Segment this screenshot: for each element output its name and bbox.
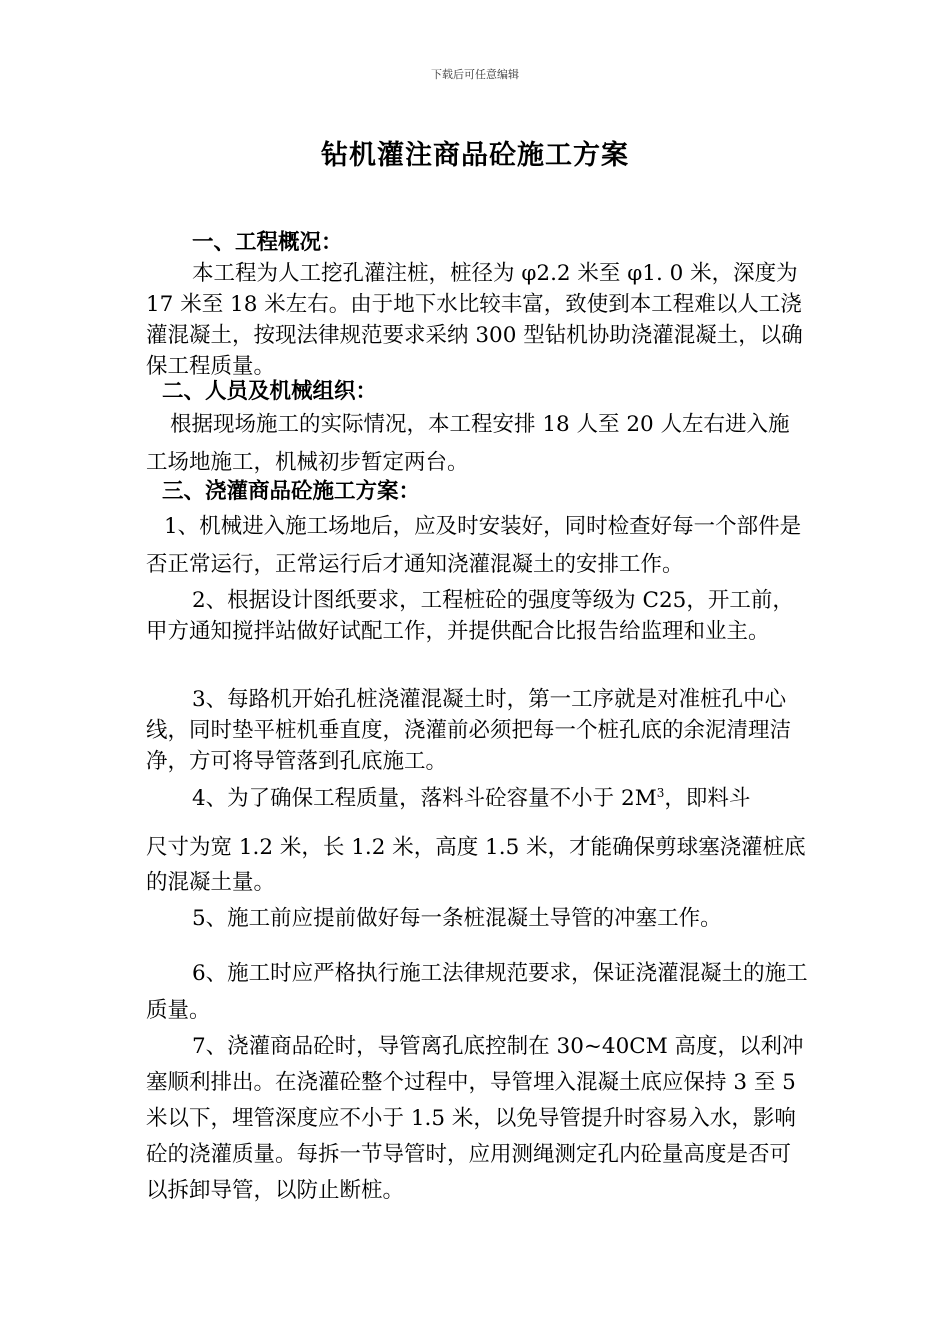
section-2-heading: 二、人员及机械组织： bbox=[162, 379, 378, 404]
section-3-item-1 bbox=[146, 508, 810, 584]
paragraph-text: 2、根据设计图纸要求，工程桩砼的强度等级为 C25，开工前，甲方通知搅拌站做好试配工作，并提供配合比报告给监理和业主。 bbox=[146, 588, 794, 644]
section-3-item-5 bbox=[146, 903, 810, 934]
section-3-item-2 bbox=[146, 585, 810, 647]
section-3-item-6 bbox=[146, 955, 810, 1029]
document-title: 钻机灌注商品砼施工方案 bbox=[321, 140, 629, 171]
paragraph-line bbox=[146, 783, 810, 814]
section-3-heading: 三、浇灌商品砼施工方案： bbox=[162, 479, 421, 504]
section-3-item-4-line-1 bbox=[146, 783, 810, 814]
section-3-item-7 bbox=[146, 1029, 810, 1209]
paragraph-text: 7、浇灌商品砼时，导管离孔底控制在 30~40CM 高度，以利冲塞顺利排出。在浇灌砼整个过程中，导管埋入混凝土底应保持 3 至 5 米以下，埋管深度应不小于 1.5 米，以免导管提升时容易入水，影响砼的浇灌质量。每拆一节导管时，应用测绳测定孔内砼量高度是否可以拆卸导管，以防止断桩。 bbox=[146, 1034, 804, 1203]
superscript: 3 bbox=[656, 785, 665, 800]
paragraph-text: 6、施工时应严格执行施工法律规范要求，保证浇灌混凝土的施工质量。 bbox=[146, 961, 808, 1023]
paragraph-text: 1、机械进入施工场地后，应及时安装好，同时检查好每一个部件是否正常运行，正常运行后才通知浇灌混凝土的安排工作。 bbox=[146, 514, 802, 577]
header-note: 下载后可任意编辑 bbox=[431, 68, 519, 81]
paragraph-text: 本工程为人工挖孔灌注桩，桩径为 φ2.2 米至 φ1. 0 米，深度为 17 米至 18 米左右。由于地下水比较丰富，致使到本工程难以人工浇灌混凝土，按现法律规范要求采纳 300 型钻机协助浇灌混凝土，以确保工程质量。 bbox=[146, 261, 803, 379]
paragraph-text: 尺寸为宽 1.2 米，长 1.2 米，高度 1.5 米，才能确保剪球塞浇灌桩底的混凝土量。 bbox=[146, 835, 806, 895]
paragraph-text-tail: ，即料斗 bbox=[664, 786, 751, 811]
section-3-item-4-line-2 bbox=[146, 830, 810, 900]
section-3-item-3 bbox=[146, 684, 810, 777]
section-1-paragraph-1 bbox=[146, 258, 810, 382]
paragraph-text: 5、施工前应提前做好每一条桩混凝土导管的冲塞工作。 bbox=[192, 906, 722, 931]
paragraph-text: 3、每路机开始孔桩浇灌混凝土时，第一工序就是对准桩孔中心线，同时垫平桩机垂直度，浇灌前必须把每一个桩孔底的余泥清理洁净，方可将导管落到孔底施工。 bbox=[146, 687, 792, 774]
section-1-heading: 一、工程概况： bbox=[192, 230, 343, 255]
section-2-paragraph-1 bbox=[146, 406, 810, 482]
paragraph-text: 根据现场施工的实际情况，本工程安排 18 人至 20 人左右进入施工场地施工，机械初步暂定两台。 bbox=[146, 412, 790, 475]
paragraph-text: 4、为了确保工程质量，落料斗砼容量不小于 2M bbox=[192, 786, 657, 811]
